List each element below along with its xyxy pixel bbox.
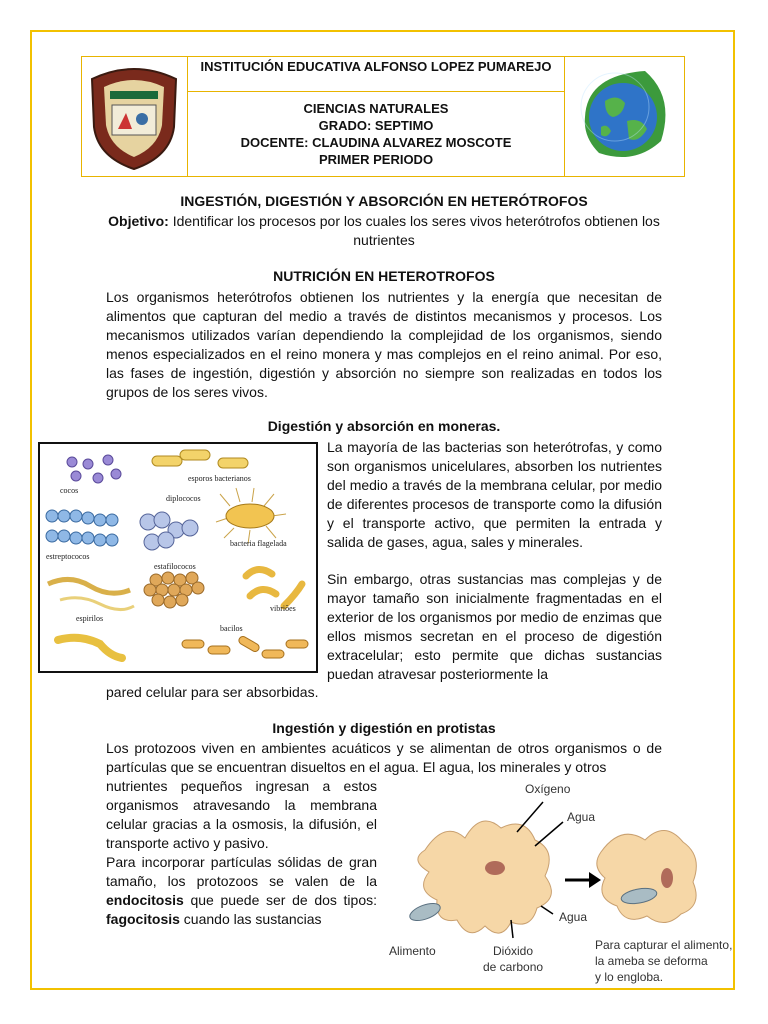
moneras-paragraph-2: Sin embargo, otras sustancias mas complejas y de mayor tamaño son inicialmente fragmentadas en el exterior de los organismos por medio de enzimas que ellos mismos secretan en el proceso de digestión extracelular; esto permite que dichas sustancias puedan atravesar posteriormente la [327, 571, 662, 682]
label-cocos: cocos [60, 486, 79, 495]
objective-label: Objetivo: [108, 213, 169, 229]
objective-text: Identificar los procesos por los cuales los seres vivos heterótrofos obtienen los nutrientes [172, 213, 660, 248]
section-heading-moneras: Digestión y absorción en moneras. [267, 418, 501, 434]
school-crest-cell [82, 57, 188, 176]
globe-leaf-logo [565, 57, 683, 175]
ameba-figure [385, 780, 763, 990]
label-agua-2: Agua [559, 910, 588, 924]
objective [106, 212, 662, 250]
term-fagocitosis: fagocitosis [106, 911, 180, 927]
label-flagelada: bacteria flagelada [230, 539, 287, 548]
header-table [81, 56, 685, 177]
grade-line: GRADO: SEPTIMO [318, 118, 434, 133]
label-agua-1: Agua [567, 810, 596, 824]
caption-line-1: Para capturar el alimento, [595, 938, 733, 952]
label-vibriones: vibriões [270, 604, 296, 613]
subject-line: CIENCIAS NATURALES [303, 101, 449, 116]
page-title: INGESTIÓN, DIGESTIÓN Y ABSORCIÓN EN HETERÓTROFOS [180, 193, 588, 209]
term-endocitosis: endocitosis [106, 892, 184, 908]
protistas-paragraph-2 [106, 853, 377, 929]
label-esporos: esporos bacterianos [188, 474, 251, 483]
period-line: PRIMER PERIODO [318, 152, 434, 167]
institution-name: INSTITUCIÓN EDUCATIVA ALFONSO LOPEZ PUMAREJO [188, 57, 564, 92]
protistas-paragraph-1: Los protozoos viven en ambientes acuáticos y se alimentan de otros organismos o de partículas que se encuentran disueltos en el agua. El agua, los minerales y otros [106, 740, 662, 775]
label-estreptococos: estreptococos [46, 552, 90, 561]
bacteria-types-figure [38, 442, 318, 673]
nutricion-paragraph: Los organismos heterótrofos obtienen los nutrientes y la energía que necesitan de alimentos que capturan del medio a través de distintos mecanismos y procesos. Los mecanismos utilizados varían dependiendo la complejidad de los organismos, siendo menos especializados en el reino monera y mas complejos en el reino animal. Por eso, las fases de ingestión, digestión y absorción no siempre son realizadas en todos los grupos de los seres vivos. [106, 289, 662, 400]
label-alimento: Alimento [389, 944, 436, 958]
section-heading-protistas: Ingestión y digestión en protistas [272, 720, 496, 736]
label-oxigeno: Oxígeno [525, 782, 571, 796]
teacher-line: DOCENTE: CLAUDINA ALVAREZ MOSCOTE [240, 135, 512, 150]
moneras-paragraph-1: La mayoría de las bacterias son heterótrofas, y como son organismos unicelulares, absorben los nutrientes del medio a través de la membrana celular, por medio de diferentes procesos de transporte como la difusión y el transporte activo, que permiten la entrada y salida de gases, agua, sales y minerales. [327, 439, 662, 550]
label-dioxido-2: de carbono [483, 960, 544, 974]
label-bacilos: bacilos [220, 624, 243, 633]
p2-text-b: que puede ser de dos tipos: [183, 892, 377, 908]
protistas-paragraph-1-cont: nutrientes pequeños ingresan a estos organismos atravesando la membrana celular gracias a la osmosis, la difusión, el transporte activo y pasivo. [106, 778, 377, 851]
school-crest-logo [82, 57, 186, 175]
caption-line-2: la ameba se deforma [595, 954, 708, 968]
course-info [188, 92, 564, 176]
moneras-paragraph-2-end: pared celular para ser absorbidas. [106, 684, 319, 700]
p2-text-c: cuando las sustancias [179, 911, 322, 927]
label-diplococos: diplococos [166, 494, 201, 503]
caption-line-3: y lo engloba. [595, 970, 664, 984]
label-espirilos: espirilos [76, 614, 104, 623]
label-dioxido-1: Dióxido [493, 944, 534, 958]
label-estafilococos: estafilococos [154, 562, 196, 571]
p2-text-a: Para incorporar partículas sólidas de gran tamaño, los protozoos se valen de la [106, 854, 377, 889]
section-heading-nutricion: NUTRICIÓN EN HETEROTROFOS [273, 268, 495, 284]
globe-logo-cell [564, 57, 684, 176]
